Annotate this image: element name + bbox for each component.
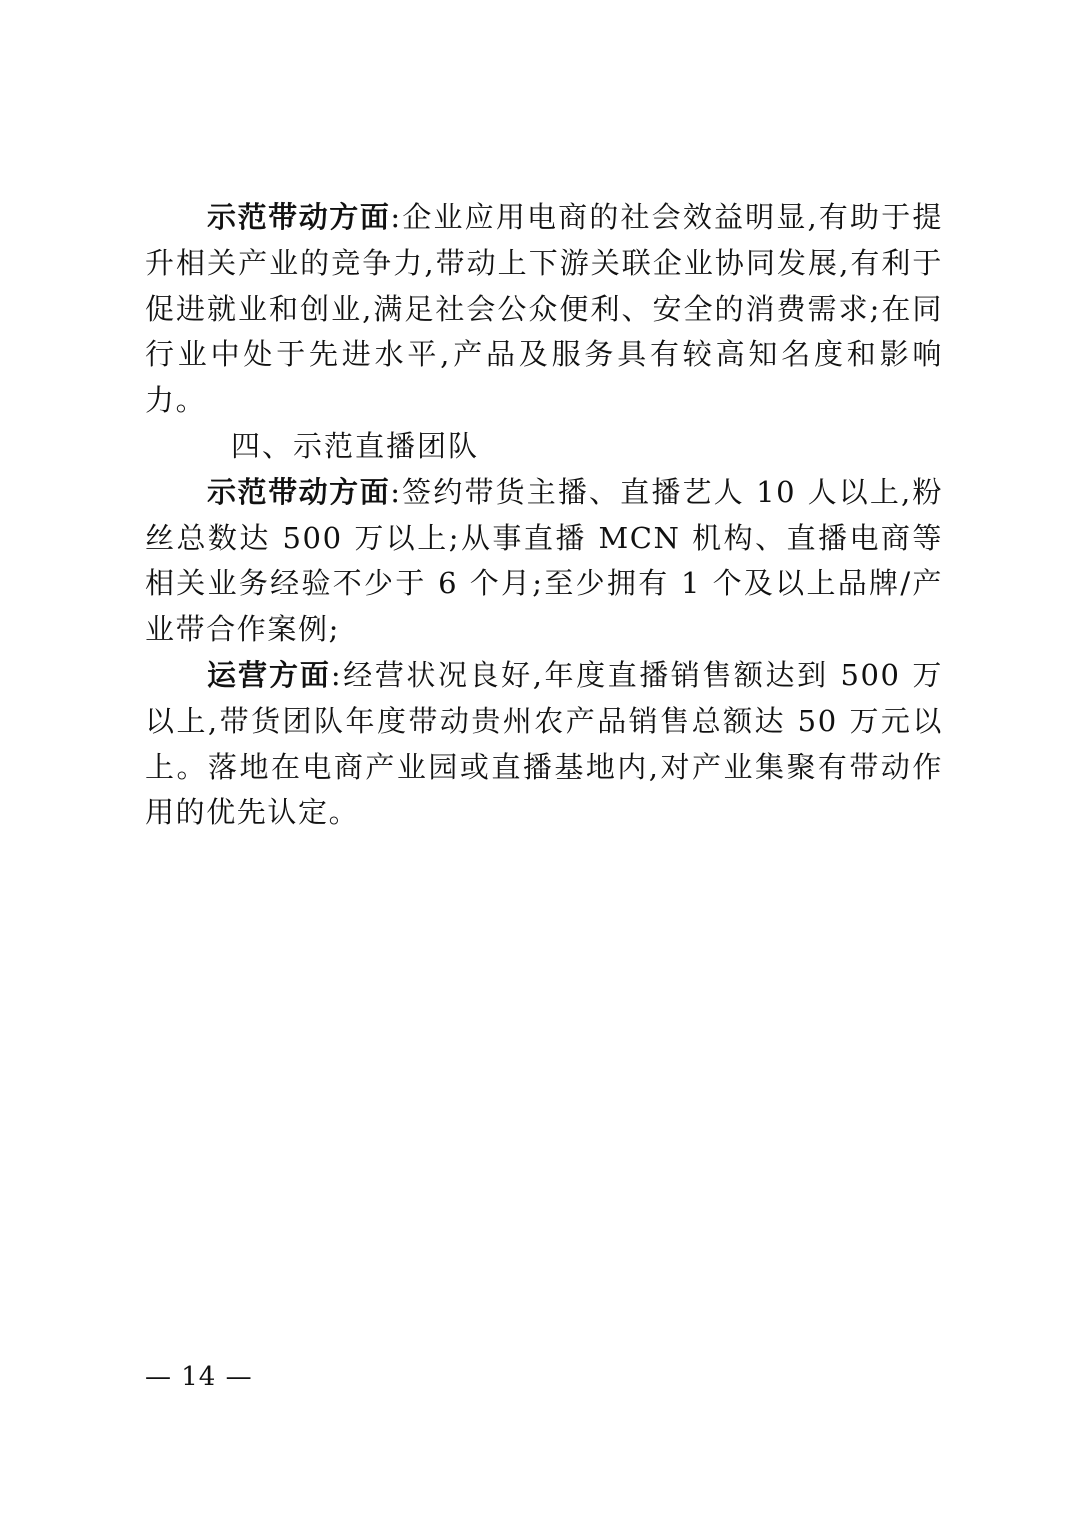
document-body <box>145 195 943 836</box>
paragraph-operations <box>145 653 943 836</box>
paragraph-lead: 示范带动方面 <box>207 474 391 509</box>
paragraph-text: :企业应用电商的社会效益明显,有助于提升相关产业的竞争力,带动上下游关联企业协同发展,有利于促进就业和创业,满足社会公众便利、安全的消费需求;在同行业中处于先进水平,产品及服务具有较高知名度和影响力。 <box>145 200 943 418</box>
paragraph-lead: 示范带动方面 <box>207 200 391 234</box>
paragraph-lead: 运营方面 <box>207 657 331 692</box>
paragraph-demonstration-livestream <box>145 470 943 653</box>
paragraph-text: :经营状况良好,年度直播销售额达到 500 万以上,带货团队年度带动贵州农产品销售总额达 50 万元以上。落地在电商产业园或直播基地内,对产业集聚有带动作用的优先认定。 <box>145 657 943 830</box>
paragraph-text: :签约带货主播、直播艺人 10 人以上,粉丝总数达 500 万以上;从事直播 MCN 机构、直播电商等相关业务经验不少于 6 个月;至少拥有 1 个及以上品牌/产业带合作案例; <box>145 474 943 647</box>
page-number: — 14 — <box>145 1362 253 1392</box>
paragraph-demonstration-enterprise <box>145 195 943 424</box>
section-heading: 四、示范直播团队 <box>231 428 480 463</box>
